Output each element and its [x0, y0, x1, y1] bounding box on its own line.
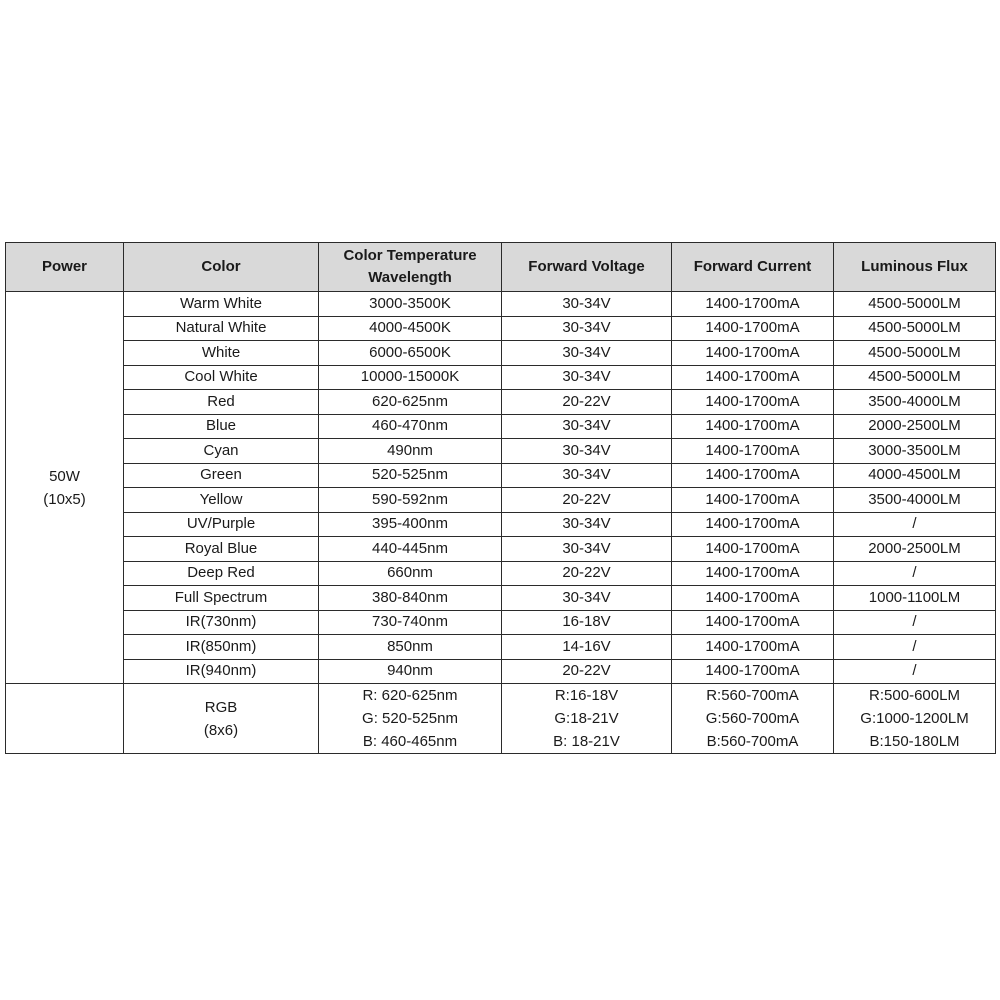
table-row	[6, 512, 996, 537]
rgb-temp-cell	[319, 684, 502, 754]
color-cell: Warm White	[124, 292, 319, 317]
rgb-current-cell	[672, 684, 834, 754]
color-cell: IR(850nm)	[124, 635, 319, 660]
table-row	[6, 488, 996, 513]
current-cell: 1400-1700mA	[672, 439, 834, 464]
current-cell: 1400-1700mA	[672, 512, 834, 537]
table-row	[6, 390, 996, 415]
temp-cell: 3000-3500K	[319, 292, 502, 317]
flux-cell: /	[834, 561, 996, 586]
table-row	[6, 659, 996, 684]
current-cell: 1400-1700mA	[672, 488, 834, 513]
led-spec-table	[5, 242, 996, 754]
flux-cell: 1000-1100LM	[834, 586, 996, 611]
temp-cell: 4000-4500K	[319, 316, 502, 341]
current-cell: 1400-1700mA	[672, 586, 834, 611]
current-cell: 1400-1700mA	[672, 414, 834, 439]
voltage-cell: 30-34V	[502, 537, 672, 562]
table-row	[6, 341, 996, 366]
color-cell: Natural White	[124, 316, 319, 341]
table-body	[6, 292, 996, 754]
table-row	[6, 292, 996, 317]
temp-cell: 520-525nm	[319, 463, 502, 488]
table-row	[6, 586, 996, 611]
color-cell: Royal Blue	[124, 537, 319, 562]
color-cell: UV/Purple	[124, 512, 319, 537]
rgb-flux-cell	[834, 684, 996, 754]
flux-cell: 2000-2500LM	[834, 414, 996, 439]
header-temp-line1: Color Temperature	[343, 247, 477, 264]
rgb-flux-g: G:1000-1200LM	[860, 710, 969, 727]
color-cell: Green	[124, 463, 319, 488]
table-row	[6, 463, 996, 488]
table-row	[6, 610, 996, 635]
rgb-flux-b: B:150-180LM	[869, 733, 960, 750]
temp-cell: 10000-15000K	[319, 365, 502, 390]
header-row	[6, 243, 996, 292]
header-forward-voltage: Forward Voltage	[502, 243, 672, 292]
current-cell: 1400-1700mA	[672, 341, 834, 366]
rgb-current-g: G:560-700mA	[705, 710, 800, 727]
voltage-cell: 30-34V	[502, 439, 672, 464]
voltage-cell: 30-34V	[502, 512, 672, 537]
temp-cell: 490nm	[319, 439, 502, 464]
temp-cell: 620-625nm	[319, 390, 502, 415]
rgb-temp-r: R: 620-625nm	[362, 687, 458, 704]
rgb-temp-b: B: 460-465nm	[362, 733, 458, 750]
flux-cell: 4500-5000LM	[834, 316, 996, 341]
table-row	[6, 561, 996, 586]
flux-cell: 3500-4000LM	[834, 488, 996, 513]
voltage-cell: 20-22V	[502, 390, 672, 415]
table-row-rgb	[6, 684, 996, 754]
rgb-color-config: (8x6)	[203, 721, 239, 739]
rgb-voltage-b: B: 18-21V	[553, 733, 620, 750]
table-row	[6, 316, 996, 341]
table-row	[6, 439, 996, 464]
voltage-cell: 30-34V	[502, 316, 672, 341]
power-value: 50W	[49, 467, 80, 485]
rgb-color-label: RGB	[204, 698, 238, 716]
rgb-color-cell	[124, 684, 319, 754]
current-cell: 1400-1700mA	[672, 365, 834, 390]
power-cell	[6, 292, 124, 684]
current-cell: 1400-1700mA	[672, 659, 834, 684]
rgb-power-cell	[6, 684, 124, 754]
voltage-cell: 14-16V	[502, 635, 672, 660]
header-temp-line2: Wavelength	[368, 269, 452, 286]
voltage-cell: 30-34V	[502, 414, 672, 439]
color-cell: IR(730nm)	[124, 610, 319, 635]
rgb-current-r: R:560-700mA	[706, 687, 799, 704]
temp-cell: 730-740nm	[319, 610, 502, 635]
flux-cell: 4500-5000LM	[834, 365, 996, 390]
current-cell: 1400-1700mA	[672, 561, 834, 586]
temp-cell: 660nm	[319, 561, 502, 586]
color-cell: Deep Red	[124, 561, 319, 586]
flux-cell: /	[834, 659, 996, 684]
rgb-temp-g: G: 520-525nm	[362, 710, 458, 727]
flux-cell: 4500-5000LM	[834, 341, 996, 366]
voltage-cell: 20-22V	[502, 488, 672, 513]
rgb-voltage-g: G:18-21V	[554, 710, 619, 727]
temp-cell: 440-445nm	[319, 537, 502, 562]
voltage-cell: 30-34V	[502, 292, 672, 317]
color-cell: IR(940nm)	[124, 659, 319, 684]
flux-cell: /	[834, 635, 996, 660]
rgb-current-b: B:560-700mA	[706, 733, 799, 750]
table-row	[6, 635, 996, 660]
temp-cell: 395-400nm	[319, 512, 502, 537]
color-cell: Full Spectrum	[124, 586, 319, 611]
color-cell: Blue	[124, 414, 319, 439]
header-color: Color	[124, 243, 319, 292]
temp-cell: 380-840nm	[319, 586, 502, 611]
temp-cell: 590-592nm	[319, 488, 502, 513]
voltage-cell: 30-34V	[502, 463, 672, 488]
temp-cell: 940nm	[319, 659, 502, 684]
flux-cell: 4500-5000LM	[834, 292, 996, 317]
power-config: (10x5)	[43, 490, 86, 508]
voltage-cell: 30-34V	[502, 586, 672, 611]
temp-cell: 460-470nm	[319, 414, 502, 439]
flux-cell: 3500-4000LM	[834, 390, 996, 415]
current-cell: 1400-1700mA	[672, 610, 834, 635]
current-cell: 1400-1700mA	[672, 316, 834, 341]
header-color-temperature	[319, 243, 502, 292]
voltage-cell: 30-34V	[502, 365, 672, 390]
temp-cell: 850nm	[319, 635, 502, 660]
voltage-cell: 20-22V	[502, 561, 672, 586]
color-cell: Cool White	[124, 365, 319, 390]
voltage-cell: 30-34V	[502, 341, 672, 366]
rgb-flux-r: R:500-600LM	[869, 687, 960, 704]
current-cell: 1400-1700mA	[672, 635, 834, 660]
table-row	[6, 365, 996, 390]
color-cell: White	[124, 341, 319, 366]
header-forward-current: Forward Current	[672, 243, 834, 292]
flux-cell: 3000-3500LM	[834, 439, 996, 464]
rgb-voltage-r: R:16-18V	[554, 687, 619, 704]
flux-cell: /	[834, 610, 996, 635]
rgb-voltage-cell	[502, 684, 672, 754]
color-cell: Cyan	[124, 439, 319, 464]
temp-cell: 6000-6500K	[319, 341, 502, 366]
current-cell: 1400-1700mA	[672, 390, 834, 415]
header-luminous-flux: Luminous Flux	[834, 243, 996, 292]
flux-cell: 2000-2500LM	[834, 537, 996, 562]
voltage-cell: 20-22V	[502, 659, 672, 684]
header-power: Power	[6, 243, 124, 292]
current-cell: 1400-1700mA	[672, 537, 834, 562]
table-row	[6, 537, 996, 562]
voltage-cell: 16-18V	[502, 610, 672, 635]
color-cell: Yellow	[124, 488, 319, 513]
current-cell: 1400-1700mA	[672, 463, 834, 488]
current-cell: 1400-1700mA	[672, 292, 834, 317]
table-row	[6, 414, 996, 439]
flux-cell: /	[834, 512, 996, 537]
color-cell: Red	[124, 390, 319, 415]
flux-cell: 4000-4500LM	[834, 463, 996, 488]
